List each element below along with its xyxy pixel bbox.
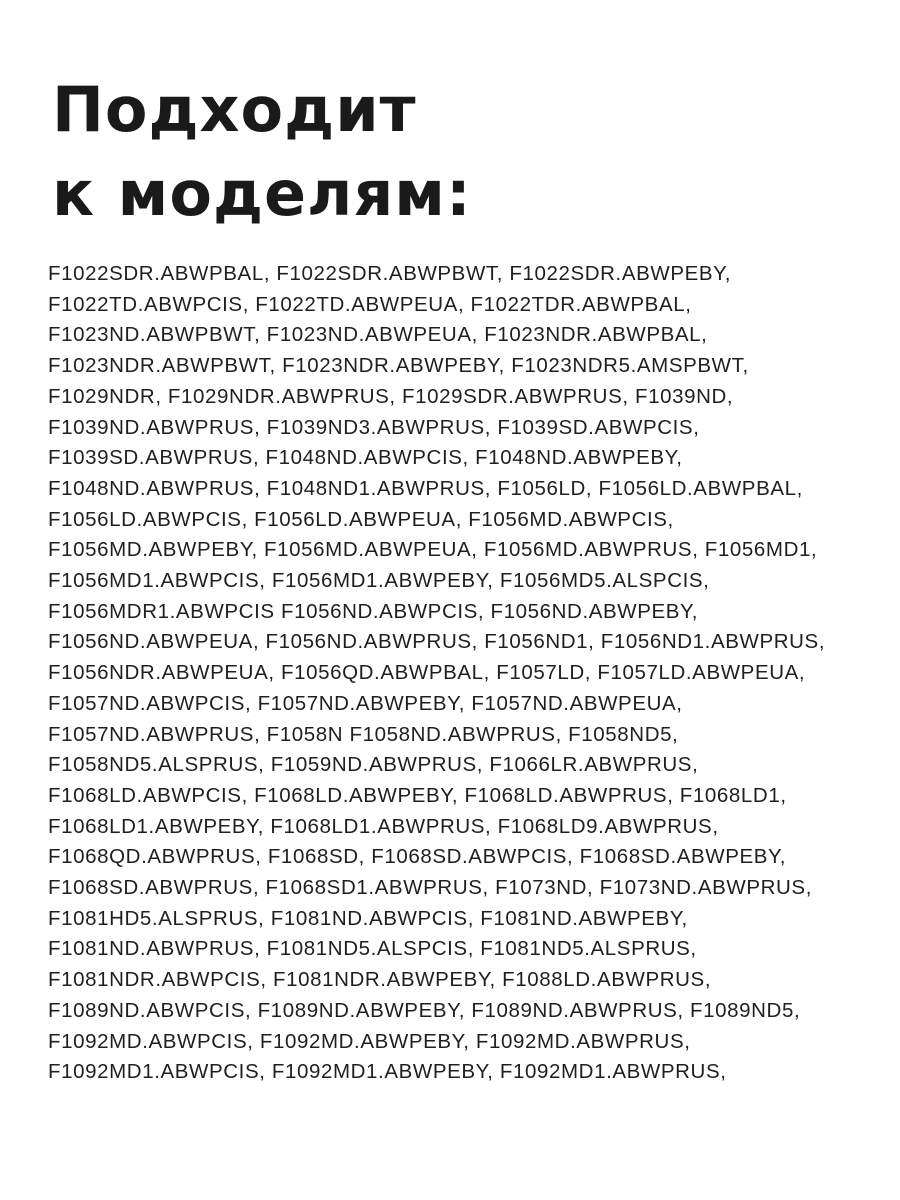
model-list bbox=[48, 259, 888, 1088]
model-list-line: F1039ND.ABWPRUS, F1039ND3.ABWPRUS, F1039SD.ABWPCIS, bbox=[48, 415, 700, 439]
model-list-line: F1058ND5.ALSPRUS, F1059ND.ABWPRUS, F1066LR.ABWPRUS, bbox=[48, 753, 699, 777]
model-list-line: F1056MD1.ABWPCIS, F1056MD1.ABWPEBY, F1056MD5.ALSPCIS, bbox=[48, 569, 710, 593]
model-list-line: F1089ND.ABWPCIS, F1089ND.ABWPEBY, F1089ND.ABWPRUS, F1089ND5, bbox=[48, 998, 801, 1022]
model-list-line: F1056NDR.ABWPEUA, F1056QD.ABWPBAL, F1057LD, F1057LD.ABWPEUA, bbox=[48, 661, 806, 685]
model-list-line: F1056MD.ABWPEBY, F1056MD.ABWPEUA, F1056MD.ABWPRUS, F1056MD1, bbox=[48, 538, 818, 562]
model-list-line: F1068LD.ABWPCIS, F1068LD.ABWPEBY, F1068LD.ABWPRUS, F1068LD1, bbox=[48, 783, 787, 807]
page-title bbox=[52, 68, 472, 236]
model-list-line: F1056LD.ABWPCIS, F1056LD.ABWPEUA, F1056MD.ABWPCIS, bbox=[48, 507, 674, 531]
model-list-line: F1081NDR.ABWPCIS, F1081NDR.ABWPEBY, F1088LD.ABWPRUS, bbox=[48, 968, 712, 992]
title-line-2: к моделям: bbox=[52, 157, 472, 230]
model-list-line: F1068LD1.ABWPEBY, F1068LD1.ABWPRUS, F1068LD9.ABWPRUS, bbox=[48, 814, 719, 838]
model-list-line: F1092MD1.ABWPCIS, F1092MD1.ABWPEBY, F1092MD1.ABWPRUS, bbox=[48, 1060, 727, 1084]
model-list-line: F1029NDR, F1029NDR.ABWPRUS, F1029SDR.ABWPRUS, F1039ND, bbox=[48, 384, 734, 408]
model-list-line: F1023ND.ABWPBWT, F1023ND.ABWPEUA, F1023NDR.ABWPBAL, bbox=[48, 323, 708, 347]
title-line-1: Подходит bbox=[52, 73, 417, 146]
model-list-line: F1068SD.ABWPRUS, F1068SD1.ABWPRUS, F1073ND, F1073ND.ABWPRUS, bbox=[48, 876, 812, 900]
model-list-line: F1081HD5.ALSPRUS, F1081ND.ABWPCIS, F1081ND.ABWPEBY, bbox=[48, 906, 688, 930]
model-list-line: F1056ND.ABWPEUA, F1056ND.ABWPRUS, F1056ND1, F1056ND1.ABWPRUS, bbox=[48, 630, 826, 654]
model-list-line: F1023NDR.ABWPBWT, F1023NDR.ABWPEBY, F1023NDR5.AMSPBWT, bbox=[48, 354, 749, 378]
model-list-line: F1092MD.ABWPCIS, F1092MD.ABWPEBY, F1092MD.ABWPRUS, bbox=[48, 1029, 691, 1053]
model-list-line: F1068QD.ABWPRUS, F1068SD, F1068SD.ABWPCIS, F1068SD.ABWPEBY, bbox=[48, 845, 786, 869]
model-list-line: F1048ND.ABWPRUS, F1048ND1.ABWPRUS, F1056LD, F1056LD.ABWPBAL, bbox=[48, 476, 803, 500]
model-list-line: F1056MDR1.ABWPCIS F1056ND.ABWPCIS, F1056ND.ABWPEBY, bbox=[48, 599, 698, 623]
model-list-line: F1022TD.ABWPCIS, F1022TD.ABWPEUA, F1022TDR.ABWPBAL, bbox=[48, 292, 692, 316]
model-list-line: F1039SD.ABWPRUS, F1048ND.ABWPCIS, F1048ND.ABWPEBY, bbox=[48, 446, 683, 470]
model-list-line: F1057ND.ABWPRUS, F1058N F1058ND.ABWPRUS, F1058ND5, bbox=[48, 722, 679, 746]
model-list-line: F1081ND.ABWPRUS, F1081ND5.ALSPCIS, F1081ND5.ALSPRUS, bbox=[48, 937, 697, 961]
model-list-line: F1022SDR.ABWPBAL, F1022SDR.ABWPBWT, F1022SDR.ABWPEBY, bbox=[48, 262, 732, 285]
model-list-line: F1057ND.ABWPCIS, F1057ND.ABWPEBY, F1057ND.ABWPEUA, bbox=[48, 691, 683, 715]
